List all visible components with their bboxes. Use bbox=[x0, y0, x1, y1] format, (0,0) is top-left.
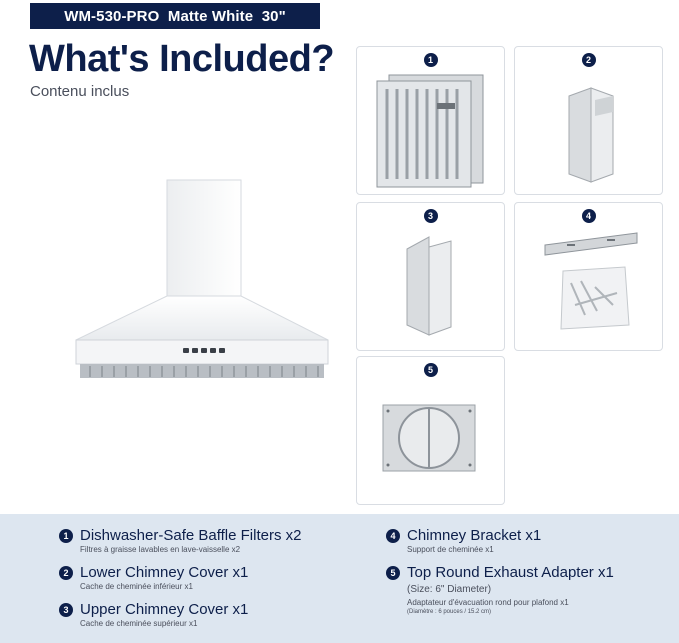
model-badge: WM-530-PRO Matte White 30" bbox=[30, 3, 320, 29]
item-french-name: Filtres à graisse lavables en lave-vaisselle x2 bbox=[80, 545, 241, 554]
part-number-badge: 1 bbox=[424, 53, 438, 67]
part-card-1 bbox=[356, 46, 505, 195]
baffle-filters-icon bbox=[375, 73, 487, 189]
item-french-name: Adaptateur d'évacuation rond pour plafond x1 bbox=[407, 598, 569, 607]
included-items-list bbox=[0, 514, 679, 643]
part-card-4 bbox=[514, 202, 663, 351]
page-subtitle: Contenu inclus bbox=[30, 83, 130, 100]
part-number-badge: 3 bbox=[424, 209, 438, 223]
part-number-badge: 5 bbox=[424, 363, 438, 377]
part-number-badge: 4 bbox=[582, 209, 596, 223]
lower-chimney-cover-icon bbox=[565, 82, 617, 184]
range-hood-image bbox=[74, 178, 332, 386]
item-number-badge: 1 bbox=[59, 529, 73, 543]
item-french-name: Support de cheminée x1 bbox=[407, 545, 494, 554]
chimney-bracket-icon bbox=[541, 231, 641, 333]
page-title: What's Included? bbox=[29, 38, 335, 80]
item-number-badge: 3 bbox=[59, 603, 73, 617]
item-size: (Size: 6" Diameter) bbox=[407, 584, 492, 595]
item-name: Top Round Exhaust Adapter x1 bbox=[407, 564, 614, 581]
item-french-size: (Diamètre : 6 pouces / 15.2 cm) bbox=[407, 609, 492, 615]
part-number-badge: 2 bbox=[582, 53, 596, 67]
item-number-badge: 5 bbox=[386, 566, 400, 580]
item-french-name: Cache de cheminée inférieur x1 bbox=[80, 582, 193, 591]
round-exhaust-adapter-icon bbox=[381, 399, 477, 475]
part-card-5 bbox=[356, 356, 505, 505]
item-name: Chimney Bracket x1 bbox=[407, 527, 542, 544]
item-name: Upper Chimney Cover x1 bbox=[80, 601, 249, 618]
item-number-badge: 4 bbox=[386, 529, 400, 543]
part-card-3 bbox=[356, 202, 505, 351]
upper-chimney-cover-icon bbox=[403, 233, 455, 337]
item-name: Dishwasher-Safe Baffle Filters x2 bbox=[80, 527, 302, 544]
part-card-2 bbox=[514, 46, 663, 195]
item-french-name: Cache de cheminée supérieur x1 bbox=[80, 619, 198, 628]
item-number-badge: 2 bbox=[59, 566, 73, 580]
item-name: Lower Chimney Cover x1 bbox=[80, 564, 249, 581]
